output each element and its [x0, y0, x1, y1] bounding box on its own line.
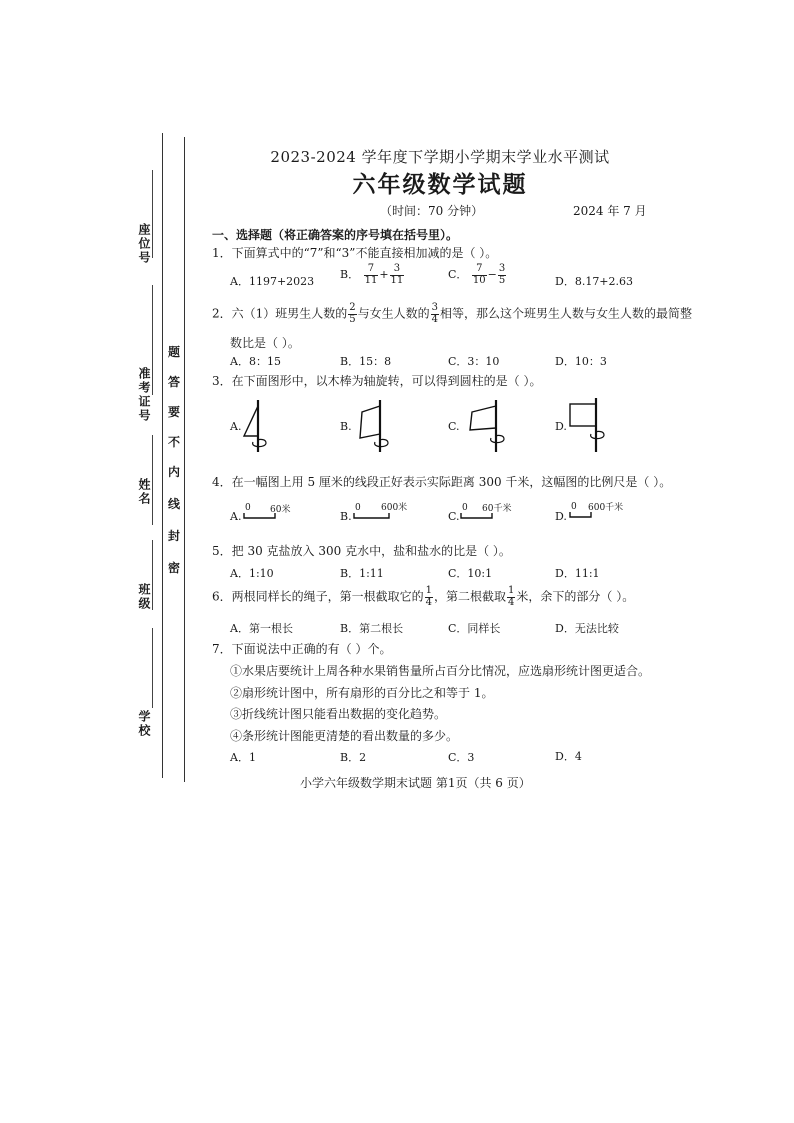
q7-statement-2: ②扇形统计图中，所有扇形的百分比之和等于 1。: [230, 686, 494, 700]
q6-text-3: 米，余下的部分（ ）。: [516, 589, 635, 604]
q2-option-c: C．3：10: [448, 355, 500, 368]
q7-option-b: B．2: [340, 751, 367, 764]
exam-title: 六年级数学试题: [352, 172, 528, 198]
q4-option-b: B.: [340, 510, 352, 523]
q4-d-scale-bar: [569, 511, 593, 519]
numerator: 2: [349, 302, 356, 313]
name-label: 姓名: [137, 478, 151, 506]
q2-option-b: B．15：8: [340, 355, 392, 368]
q5-option-a: A．1:10: [230, 567, 274, 580]
q4-a-value: 60米: [270, 505, 291, 515]
numerator: 1: [508, 585, 515, 596]
q1-b-fraction-1: [364, 264, 379, 286]
denominator: 4: [508, 596, 515, 608]
q5-option-b: B．1:11: [340, 567, 384, 580]
q2-option-a: A．8：15: [230, 355, 281, 368]
q6-option-d: D．无法比较: [555, 622, 619, 635]
numerator: 7: [472, 264, 487, 276]
q6-fraction-1: [425, 586, 433, 608]
question-2-line-2: 数比是（ ）。: [230, 336, 300, 350]
q3-figure-c: [460, 398, 510, 454]
denominator: 11: [390, 274, 404, 286]
class-label: 班级: [137, 583, 151, 611]
q6-option-a: A．第一根长: [230, 622, 293, 635]
q1-c-fraction-1: [472, 264, 487, 286]
q1-b-label: B．: [340, 268, 360, 281]
exam-date: 2024 年 7 月: [573, 204, 647, 218]
q1-b-fraction-2: [390, 264, 405, 286]
q5-option-d: D．11:1: [555, 567, 600, 580]
q4-a-zero: 0: [245, 503, 251, 513]
denominator: 10: [472, 274, 486, 286]
question-7: 7．下面说法中正确的有（ ）个。: [212, 642, 392, 656]
denominator: 11: [364, 274, 378, 286]
numerator: 3: [498, 263, 506, 274]
denominator: 5: [498, 274, 506, 286]
numerator: 3: [390, 264, 405, 276]
q4-d-value: 600千米: [588, 503, 624, 513]
q4-d-zero: 0: [571, 502, 577, 512]
denominator: 4: [431, 313, 439, 325]
q3-figure-b: [350, 398, 400, 454]
q2-fraction-1: [348, 303, 356, 325]
margin-line-inner: [184, 137, 185, 782]
q4-c-value: 60千米: [482, 504, 512, 514]
q2-option-d: D．10：3: [555, 355, 607, 368]
seal-char-4: 不: [168, 435, 181, 449]
seal-char-1: 题: [168, 345, 181, 359]
q7-option-a: A．1: [230, 751, 256, 764]
q2-text-3: 相等，那么这个班男生人数与女生人数的最简整: [440, 306, 693, 321]
q6-text-1: 6．两根同样长的绳子，第一根截取它的: [212, 589, 424, 604]
q7-statement-4: ④条形统计图能更清楚的看出数量的多少。: [230, 729, 459, 743]
question-6: [212, 586, 634, 608]
q6-fraction-2: [507, 586, 515, 608]
q3-option-a: A.: [230, 420, 242, 433]
question-2-line-1: [212, 303, 692, 325]
q4-b-zero: 0: [355, 503, 361, 513]
q2-text-2: 与女生人数的: [357, 306, 430, 321]
q2-text-1: 2．六（1）班男生人数的: [212, 306, 348, 321]
section-heading: 一、选择题（将正确答案的序号填在括号里）。: [212, 228, 459, 242]
q4-option-a: A.: [230, 510, 242, 523]
seal-char-7: 封: [168, 529, 181, 543]
q3-option-b: B.: [340, 420, 352, 433]
q4-b-value: 600米: [381, 503, 408, 513]
page-footer: 小学六年级数学期末试题 第1页（共 6 页）: [300, 776, 531, 790]
q6-option-b: B．第二根长: [340, 622, 404, 635]
question-1: 1．下面算式中的“7”和“3”不能直接相加减的是（ ）。: [212, 246, 498, 260]
q1-option-b: [340, 264, 405, 286]
q1-option-c: [448, 264, 507, 286]
q1-option-a: A．1197+2023: [230, 275, 315, 288]
q1-option-d: D．8.17+2.63: [555, 275, 634, 288]
q7-statement-1: ①水果店要统计上周各种水果销售量所占百分比情况，应选扇形统计图更适合。: [230, 664, 651, 678]
q4-option-c: C.: [448, 510, 460, 523]
school-underline: [152, 628, 153, 708]
seal-char-6: 线: [168, 497, 181, 511]
q4-c-scale-bar: [460, 512, 494, 520]
margin-line-outer: [162, 133, 163, 778]
denominator: 5: [349, 313, 356, 325]
q4-b-scale-bar: [353, 512, 391, 520]
numerator: 7: [364, 264, 379, 276]
exam-subtitle: 2023-2024 学年度下学期小学期末学业水平测试: [270, 148, 610, 166]
seal-char-8: 密: [168, 561, 181, 575]
numerator: 1: [425, 585, 433, 596]
q3-option-d: D.: [555, 420, 567, 433]
numerator: 3: [431, 302, 439, 313]
q6-text-2: ，第二根截取: [434, 589, 507, 604]
question-5: 5．把 30 克盐放入 300 克水中，盐和盐水的比是（ ）。: [212, 544, 511, 558]
q3-figure-d: [566, 396, 616, 454]
q1-c-operator: −: [487, 268, 497, 281]
seal-char-3: 要: [168, 405, 181, 419]
seal-char-5: 内: [168, 465, 181, 479]
q7-option-c: C．3: [448, 751, 475, 764]
school-label: 学校: [137, 710, 151, 738]
ticket-label: 准考证号: [137, 367, 151, 423]
q7-statement-3: ③折线统计图只能看出数据的变化趋势。: [230, 707, 447, 721]
q1-b-operator: +: [379, 268, 389, 281]
question-4: 4．在一幅图上用 5 厘米的线段正好表示实际距离 300 千米，这幅图的比例尺是（ ）。: [212, 475, 672, 489]
q4-c-zero: 0: [462, 503, 468, 513]
seal-char-2: 答: [168, 375, 181, 389]
q1-c-label: C．: [448, 268, 468, 281]
q3-option-c: C.: [448, 420, 460, 433]
q5-option-c: C．10:1: [448, 567, 493, 580]
denominator: 4: [425, 596, 433, 608]
q3-figure-a: [238, 398, 278, 454]
q4-a-scale-bar: [243, 512, 277, 520]
q6-option-c: C．同样长: [448, 622, 501, 635]
q7-option-d: D．4: [555, 750, 582, 763]
q4-option-d: D.: [555, 510, 567, 523]
q1-c-fraction-2: [498, 264, 506, 286]
question-3: 3．在下面图形中，以木棒为轴旋转，可以得到圆柱的是（ ）。: [212, 374, 542, 388]
seat-label: 座位号: [137, 223, 151, 265]
q2-fraction-2: [431, 303, 439, 325]
exam-time: （时间：70 分钟）: [380, 204, 484, 218]
